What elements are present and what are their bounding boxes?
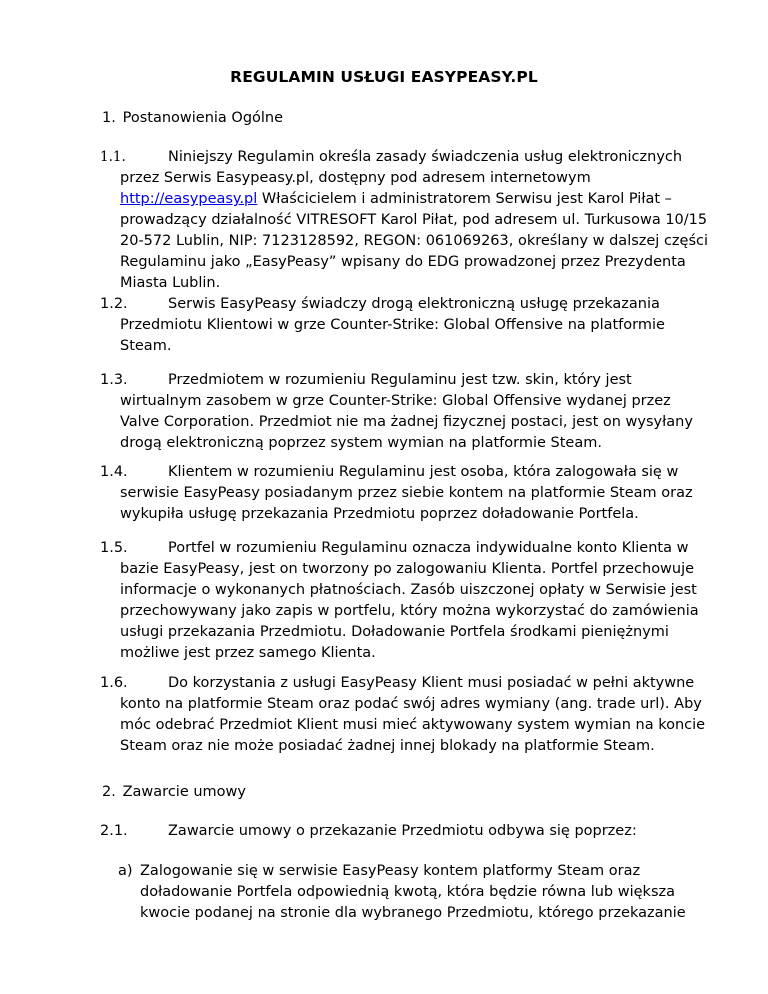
clause-text: Serwis EasyPeasy świadczy drogą elektroniczną usługę przekazania Przedmiotu Klientowi w grze Counter-Strike: Global Offensive na platformie Steam. bbox=[120, 296, 665, 354]
clause-1-6 bbox=[100, 673, 710, 757]
clause-number: 1.6. bbox=[100, 675, 128, 691]
section-heading-2 bbox=[102, 784, 246, 800]
section-heading-text: Zawarcie umowy bbox=[122, 784, 246, 800]
clause-1-5 bbox=[100, 538, 710, 664]
clause-2-1 bbox=[100, 821, 710, 842]
subitem-marker: a) bbox=[118, 863, 133, 879]
clause-text-continued: Właścicielem i administratorem Serwisu jest Karol Piłat – prowadzący działalność VITRESOFT Karol Piłat, pod adresem ul. Turkusowa 10/15 20-572 Lublin, NIP: 7123128592, REGON: 061069263, określany w dalszej części Regulaminu jako „EasyPeasy” wpisany do EDG prowadzonej przez Prezydenta Miasta Lublin. bbox=[120, 191, 709, 291]
subitem-a bbox=[118, 861, 720, 924]
clause-text: Klientem w rozumieniu Regulaminu jest osoba, która zalogowała się w serwisie EasyPeasy posiadanym przez siebie kontem na platformie Steam oraz wykupiła usługę przekazania Przedmiotu poprzez doładowanie Portfela. bbox=[120, 464, 693, 522]
clause-text: Przedmiotem w rozumieniu Regulaminu jest tzw. skin, który jest wirtualnym zasobem w grze Counter-Strike: Global Offensive wydanej przez Valve Corporation. Przedmiot nie ma żadnej fizycznej postaci, jest on wysyłany drogą elektroniczną poprzez system wymian na platformie Steam. bbox=[120, 372, 693, 451]
clause-number: 1.2. bbox=[100, 296, 128, 312]
clause-number: 1.1. bbox=[100, 149, 126, 165]
clause-number: 1.4. bbox=[100, 464, 128, 480]
clause-text: Do korzystania z usługi EasyPeasy Klient musi posiadać w pełni aktywne konto na platformie Steam oraz podać swój adres wymiany (ang. trade url). Aby móc odebrać Przedmiot Klient musi mieć aktywowany system wymian na koncie Steam oraz nie może posiadać żadnej innej blokady na platformie Steam. bbox=[120, 675, 706, 754]
clause-1-3 bbox=[100, 370, 710, 454]
clause-text: Portfel w rozumieniu Regulaminu oznacza indywidualne konto Klienta w bazie EasyPeasy, jest on tworzony po zalogowaniu Klienta. Portfel przechowuje informacje o wykonanych płatnościach. Zasób uiszczonej opłaty w Serwisie jest przechowywany jako zapis w portfelu, który można wykorzystać do zamówienia usługi przekazania Przedmiotu. Doładowanie Portfela środkami pieniężnymi możliwe jest przez samego Klienta. bbox=[120, 540, 699, 661]
website-link[interactable]: http://easypeasy.pl bbox=[120, 191, 258, 207]
clause-text: Niniejszy Regulamin określa zasady świadczenia usług elektronicznych przez Serwis Easypeasy.pl, dostępny pod adresem internetowym bbox=[120, 149, 683, 186]
section-number: 2. bbox=[102, 784, 116, 800]
clause-number: 1.3. bbox=[100, 372, 128, 388]
document-title: REGULAMIN USŁUGI EASYPEASY.PL bbox=[230, 68, 538, 86]
section-heading-1 bbox=[102, 110, 283, 126]
clause-number: 2.1. bbox=[100, 823, 128, 839]
clause-1-4 bbox=[100, 462, 710, 525]
section-heading-text: Postanowienia Ogólne bbox=[122, 110, 284, 126]
subitem-text: Zalogowanie się w serwisie EasyPeasy kontem platformy Steam oraz doładowanie Portfela odpowiednią kwotą, która będzie równa lub większa kwocie podanej na stronie dla wybranego Przedmiotu, którego przekazanie bbox=[140, 863, 686, 921]
clause-1-1 bbox=[100, 147, 710, 294]
clause-1-2 bbox=[100, 294, 710, 357]
section-number: 1. bbox=[102, 110, 116, 126]
clause-number: 1.5. bbox=[100, 540, 128, 556]
clause-text: Zawarcie umowy o przekazanie Przedmiotu odbywa się poprzez: bbox=[168, 823, 637, 839]
